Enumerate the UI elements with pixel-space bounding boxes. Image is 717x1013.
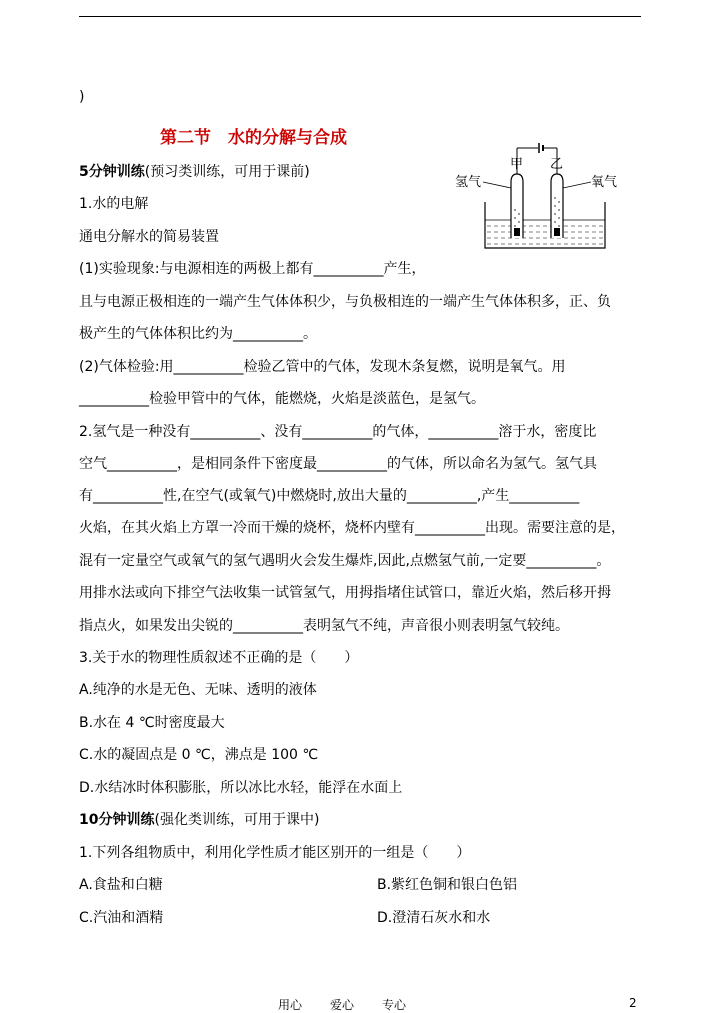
option-d: D.澄清石灰水和水 — [377, 910, 491, 926]
text-line: 有__________性,在空气(或氧气)中燃烧时,放出大量的__________,产生__________ — [79, 488, 580, 504]
text-line: 2.氢气是一种没有__________、没有__________的气体，__________溶于水，密度比 — [79, 424, 597, 440]
option-c: C.水的凝固点是 0 ℃，沸点是 100 ℃ — [79, 747, 319, 763]
footer-word: 用心 — [278, 998, 303, 1012]
section-note: (强化类训练，可用于课中) — [154, 812, 320, 828]
section-heading-5min — [79, 162, 310, 182]
section-note: (预习类训练，可用于课前) — [144, 164, 310, 180]
text-line: 火焰，在其火焰上方罩一冷而干燥的烧杯，烧杯内壁有__________出现。需要注意的是， — [79, 520, 625, 536]
hydrogen-label: 氢气 — [455, 175, 482, 190]
option-d: D.水结冰时体积膨胀，所以冰比水轻，能浮在水面上 — [79, 780, 403, 796]
section-heading-10min — [79, 810, 319, 830]
tube-a-label: 甲 — [510, 157, 524, 172]
text-line: 1.水的电解 — [79, 196, 149, 212]
oxygen-label: 氧气 — [591, 175, 618, 190]
stray-mark: ) — [79, 89, 85, 105]
option-c: C.汽油和酒精 — [79, 910, 164, 926]
text-line: 用排水法或向下排空气法收集一试管氢气，用拇指堵住试管口，靠近火焰，然后移开拇 — [79, 585, 611, 601]
text-line: 通电分解水的简易装置 — [79, 229, 219, 245]
electrolysis-apparatus-diagram — [455, 140, 630, 255]
question-stem: 3.关于水的物理性质叙述不正确的是（ ） — [79, 650, 359, 666]
section-title: 第二节 水的分解与合成 — [160, 128, 347, 148]
text-line: 极产生的气体体积比约为__________。 — [79, 326, 317, 342]
section-head: 5分钟训练 — [79, 164, 145, 180]
text-line: 指点火，如果发出尖锐的__________表明氢气不纯，声音很小则表明氢气较纯。 — [79, 618, 569, 634]
option-b: B.紫红色铜和银白色铝 — [377, 877, 518, 893]
text-line: 且与电源正极相连的一端产生气体体积少，与负极相连的一端产生气体体积多，正、负 — [79, 294, 611, 310]
footer-word: 爱心 — [330, 998, 355, 1012]
text-line: 空气__________，是相同条件下密度最__________的气体，所以命名为氢气。氢气具 — [79, 456, 597, 472]
text-line: 混有一定量空气或氧气的氢气遇明火会发生爆炸,因此,点燃氢气前,一定要__________。 — [79, 553, 611, 569]
question-stem: 1.下列各组物质中，利用化学性质才能区别开的一组是（ ） — [79, 845, 471, 861]
option-b: B.水在 4 ℃时密度最大 — [79, 715, 225, 731]
option-a: A.食盐和白糖 — [79, 877, 163, 893]
page-number: 2 — [629, 996, 637, 1010]
footer-motto — [278, 996, 434, 1013]
section-head: 10分钟训练 — [79, 812, 155, 828]
option-a: A.纯净的水是无色、无味、透明的液体 — [79, 682, 317, 698]
text-line: __________检验甲管中的气体，能燃烧，火焰是淡蓝色，是氢气。 — [79, 391, 485, 407]
header-rule — [79, 16, 641, 17]
text-line: (2)气体检验:用__________检验乙管中的气体，发现木条复燃，说明是氧气。用 — [79, 359, 566, 375]
tube-b-label: 乙 — [550, 157, 564, 172]
text-line: (1)实验现象:与电源相连的两极上都有__________产生， — [79, 261, 426, 277]
footer-word: 专心 — [382, 998, 407, 1012]
